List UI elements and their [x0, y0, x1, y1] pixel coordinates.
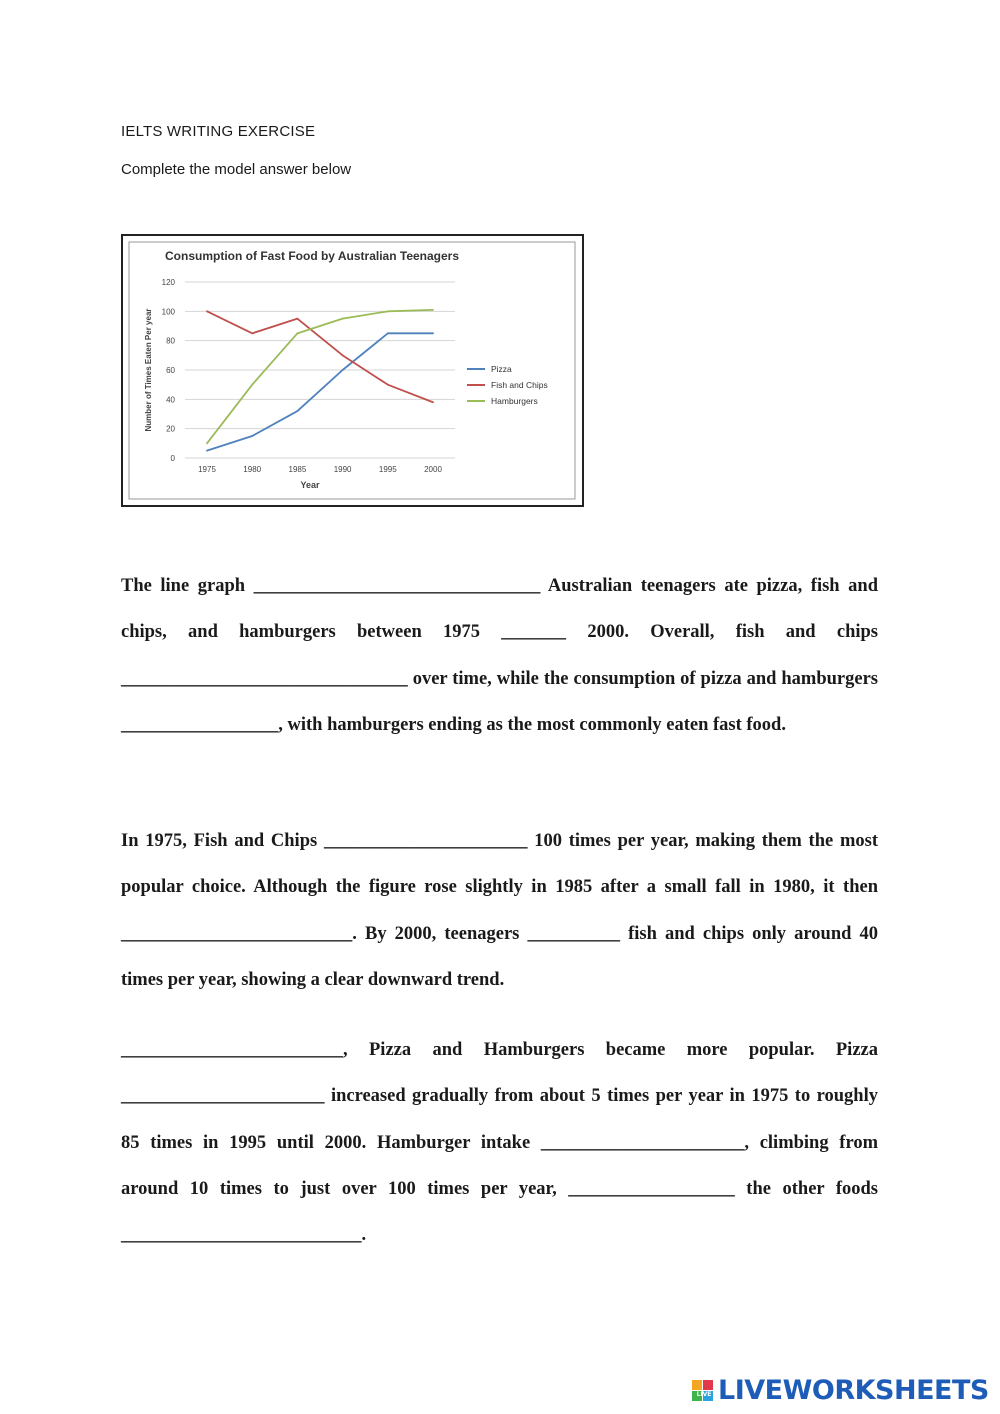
- answer-blank[interactable]: __________________: [568, 1178, 735, 1199]
- paragraph-text: .: [361, 1225, 367, 1246]
- paragraph-text: . By 2000, teenagers: [352, 923, 528, 944]
- y-tick-label: 80: [166, 336, 175, 346]
- data-point: [387, 384, 389, 386]
- x-axis-label: Year: [300, 480, 320, 490]
- logo-mark-letters: LIVE: [696, 1391, 712, 1398]
- y-tick-label: 120: [161, 278, 175, 287]
- answer-blank[interactable]: ________________________: [121, 1040, 343, 1060]
- paragraph-text: fish and chips only around 40 times per year, showing a clear downward trend.: [121, 923, 878, 990]
- answer-blank[interactable]: __________: [527, 923, 620, 944]
- data-point: [297, 318, 299, 320]
- chart-title: Consumption of Fast Food by Australian Teenagers: [165, 249, 460, 263]
- answer-blank[interactable]: ______________________: [121, 1086, 325, 1107]
- answer-blank[interactable]: _______________________________: [253, 576, 541, 596]
- chart-canvas: [123, 236, 582, 505]
- data-point: [206, 442, 208, 444]
- data-point: [387, 310, 389, 312]
- paragraph-text: , Pizza and Hamburgers became more popular. Pizza: [343, 1040, 878, 1060]
- paragraph-text: 2000. Overall, fish and chips: [566, 622, 878, 643]
- data-point: [297, 410, 299, 412]
- answer-blank[interactable]: _______________________________: [121, 668, 408, 689]
- data-point: [432, 401, 434, 403]
- paragraph-text: 100 times per year, making them the most popular choice. Although the figure rose slightly in 1985 after a small fall in 1980, it then: [121, 831, 878, 898]
- data-point: [251, 332, 253, 334]
- logo-text: LIVEWORKSHEETS: [718, 1374, 989, 1406]
- answer-blank[interactable]: _________________________: [121, 923, 353, 944]
- series-line: [207, 333, 433, 450]
- data-point: [206, 450, 208, 452]
- x-tick-label: 1990: [333, 465, 352, 474]
- x-tick-label: 1980: [243, 465, 262, 474]
- y-tick-label: 20: [166, 424, 175, 434]
- data-point: [297, 332, 299, 334]
- data-point: [206, 310, 208, 312]
- data-point: [432, 309, 434, 311]
- answer-blank[interactable]: _______: [501, 622, 567, 643]
- paragraph-text: In 1975, Fish and Chips: [121, 831, 324, 851]
- series-line: [207, 310, 433, 443]
- data-point: [342, 369, 344, 371]
- data-point: [432, 332, 434, 334]
- answer-blank[interactable]: ______________________: [323, 831, 528, 851]
- paragraph-text: , with hamburgers ending as the most commonly eaten fast food.: [278, 714, 786, 735]
- data-point: [342, 354, 344, 356]
- legend-label: Hamburgers: [491, 396, 538, 406]
- line-chart: [121, 234, 584, 507]
- data-point: [251, 435, 253, 437]
- liveworksheets-logo: [692, 1372, 989, 1408]
- worksheet-instruction: Complete the model answer below: [121, 161, 352, 178]
- paragraph-text: The line graph: [121, 576, 254, 596]
- series-line: [207, 311, 433, 402]
- logo-mark-icon: [692, 1376, 716, 1404]
- paragraph-text: over time, while the consumption of pizza and hamburgers: [407, 668, 878, 689]
- legend-label: Pizza: [491, 364, 512, 374]
- y-tick-label: 60: [166, 366, 175, 375]
- paragraph-text: the other foods: [734, 1178, 878, 1199]
- x-tick-label: 1985: [288, 465, 307, 474]
- paragraph-1: [121, 563, 878, 748]
- y-tick-label: 40: [166, 395, 175, 405]
- legend-label: Fish and Chips: [491, 380, 548, 390]
- paragraph-2: [121, 818, 878, 1003]
- y-tick-label: 100: [161, 307, 175, 317]
- paragraph-text: Australian teenagers ate pizza, fish and chips, and hamburgers between 1975: [121, 576, 878, 643]
- x-tick-label: 1975: [198, 465, 216, 474]
- data-point: [387, 332, 389, 334]
- data-point: [342, 318, 344, 320]
- answer-blank[interactable]: ______________________: [540, 1132, 745, 1153]
- y-axis-label: Number of Times Eaten Per year: [144, 308, 153, 432]
- answer-blank[interactable]: _________________: [121, 714, 279, 735]
- paragraph-3: [121, 1027, 878, 1258]
- data-point: [251, 384, 253, 386]
- answer-blank[interactable]: __________________________: [121, 1225, 362, 1246]
- y-tick-label: 0: [170, 454, 175, 463]
- paragraph-text: , climbing from around 10 times to just over 100 times per year,: [121, 1132, 878, 1199]
- worksheet-title: IELTS WRITING EXERCISE: [121, 123, 316, 140]
- paragraph-text: increased gradually from about 5 times per year in 1975 to roughly 85 times in 1995 until 2000. Hamburger intake: [121, 1086, 878, 1153]
- x-tick-label: 1995: [378, 465, 397, 474]
- x-tick-label: 2000: [424, 465, 442, 474]
